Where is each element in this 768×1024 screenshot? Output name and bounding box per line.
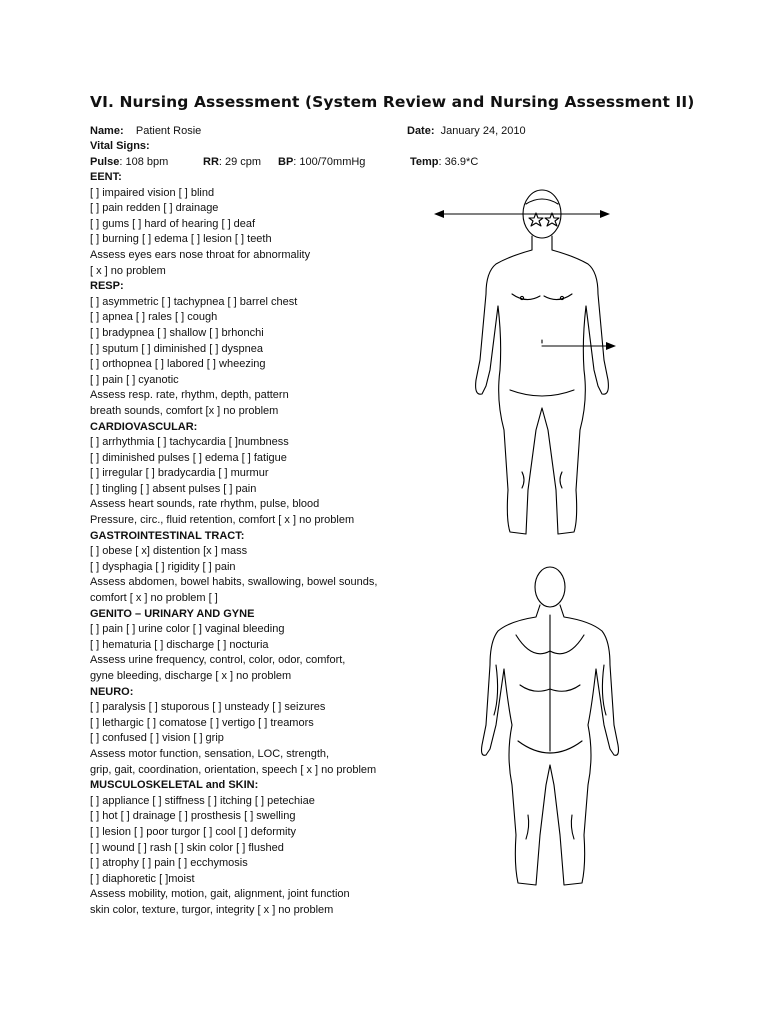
vital-signs-heading: Vital Signs: (90, 140, 150, 152)
temp-field (410, 155, 478, 171)
checklist-line: [ ] asymmetric [ ] tachypnea [ ] barrel chest (90, 295, 298, 308)
checklist-line: skin color, texture, turgor, integrity [ x ] no problem (90, 903, 334, 916)
checklist-line: Assess motor function, sensation, LOC, strength, (90, 747, 330, 760)
checklist-line: [ ] appliance [ ] stiffness [ ] itching [ ] petechiae (90, 794, 315, 807)
checklist-line: [ ] impaired vision [ ] blind (90, 186, 215, 199)
checklist-line: [ ] obese [ x] distention [x ] mass (90, 545, 248, 558)
back-body-outline-icon (470, 565, 630, 895)
checklist-line: [ ] diaphoretic [ ]moist (90, 872, 195, 885)
checklist-line: [ ] paralysis [ ] stuporous [ ] unsteady [ ] seizures (90, 701, 326, 714)
section-heading: NEURO: (90, 685, 134, 698)
checklist-line: [ ] lesion [ ] poor turgor [ ] cool [ ] deformity (90, 825, 297, 838)
pulse-field (90, 155, 168, 171)
pulse-label: Pulse (90, 156, 120, 168)
pulse-value: : 108 bpm (119, 156, 169, 168)
checklist-line: [ ] gums [ ] hard of hearing [ ] deaf (90, 217, 256, 230)
rr-value: : 29 cpm (218, 156, 262, 168)
checklist-line: [ ] hot [ ] drainage [ ] prosthesis [ ] swelling (90, 810, 296, 823)
bp-value: : 100/70mmHg (293, 156, 366, 168)
checklist-line: [ ] burning [ ] edema [ ] lesion [ ] teeth (90, 233, 272, 246)
checklist-line: Assess resp. rate, rhythm, depth, pattern (90, 389, 289, 402)
checklist-line: [ ] hematuria [ ] discharge [ ] nocturia (90, 638, 269, 651)
date-field (407, 124, 526, 140)
name-value: Patient Rosie (135, 125, 202, 137)
page-title: VI. Nursing Assessment (System Review and Nursing Assessment II) (90, 93, 695, 111)
date-label: Date: (407, 125, 435, 137)
section-heading: CARDIOVASCULAR: (90, 420, 198, 433)
name-label: Name: (90, 125, 124, 137)
checklist-line: [ x ] no problem (90, 264, 166, 277)
checklist-line: [ ] lethargic [ ] comatose [ ] vertigo [ ] treamors (90, 716, 314, 729)
assessment-list (90, 170, 470, 919)
checklist-line: Assess abdomen, bowel habits, swallowing, bowel sounds, (90, 576, 378, 589)
checklist-line: Assess heart sounds, rate rhythm, pulse, blood (90, 498, 320, 511)
checklist-line: [ ] atrophy [ ] pain [ ] ecchymosis (90, 857, 248, 870)
checklist-line: [ ] wound [ ] rash [ ] skin color [ ] flushed (90, 841, 284, 854)
checklist-line: Pressure, circ., fluid retention, comfort [ x ] no problem (90, 514, 355, 527)
checklist-line: Assess eyes ears nose throat for abnormality (90, 248, 311, 261)
front-body-outline-icon (430, 190, 630, 550)
checklist-line: [ ] diminished pulses [ ] edema [ ] fatigue (90, 451, 287, 464)
section-heading: MUSCULOSKELETAL and SKIN: (90, 779, 259, 792)
section-heading: GASTROINTESTINAL TRACT: (90, 529, 245, 542)
checklist-line: [ ] tingling [ ] absent pulses [ ] pain (90, 482, 257, 495)
checklist-line: [ ] pain redden [ ] drainage (90, 202, 219, 215)
section-heading: GENITO – URINARY AND GYNE (90, 607, 255, 620)
section-heading: RESP: (90, 280, 124, 293)
checklist-line: [ ] dysphagia [ ] rigidity [ ] pain (90, 560, 236, 573)
checklist-line: breath sounds, comfort [x ] no problem (90, 404, 279, 417)
checklist-line: Assess mobility, motion, gait, alignment, joint function (90, 888, 350, 901)
bp-label: BP (278, 156, 294, 168)
checklist-line: [ ] sputum [ ] diminished [ ] dyspnea (90, 342, 264, 355)
checklist-line: [ ] confused [ ] vision [ ] grip (90, 732, 224, 745)
temp-value: : 36.9*C (438, 156, 479, 168)
checklist-line: [ ] arrhythmia [ ] tachycardia [ ]numbness (90, 436, 289, 449)
bp-field (278, 155, 365, 171)
checklist-line: comfort [ x ] no problem [ ] (90, 592, 218, 605)
checklist-line: gyne bleeding, discharge [ x ] no problem (90, 670, 292, 682)
name-field (90, 124, 201, 140)
rr-field (203, 155, 261, 171)
checklist-line: [ ] orthopnea [ ] labored [ ] wheezing (90, 358, 266, 371)
checklist-line: [ ] pain [ ] urine color [ ] vaginal bleeding (90, 623, 285, 636)
checklist-line: [ ] bradypnea [ ] shallow [ ] brhonchi (90, 326, 264, 339)
checklist-line: [ ] irregular [ ] bradycardia [ ] murmur (90, 467, 269, 480)
temp-label: Temp (410, 156, 439, 168)
rr-label: RR (203, 156, 219, 168)
section-heading: EENT: (90, 171, 122, 183)
checklist-line: grip, gait, coordination, orientation, speech [ x ] no problem (90, 763, 377, 776)
date-value: January 24, 2010 (440, 125, 526, 137)
checklist-line: [ ] apnea [ ] rales [ ] cough (90, 311, 218, 324)
checklist-line: Assess urine frequency, control, color, odor, comfort, (90, 654, 346, 667)
checklist-line: [ ] pain [ ] cyanotic (90, 373, 179, 386)
